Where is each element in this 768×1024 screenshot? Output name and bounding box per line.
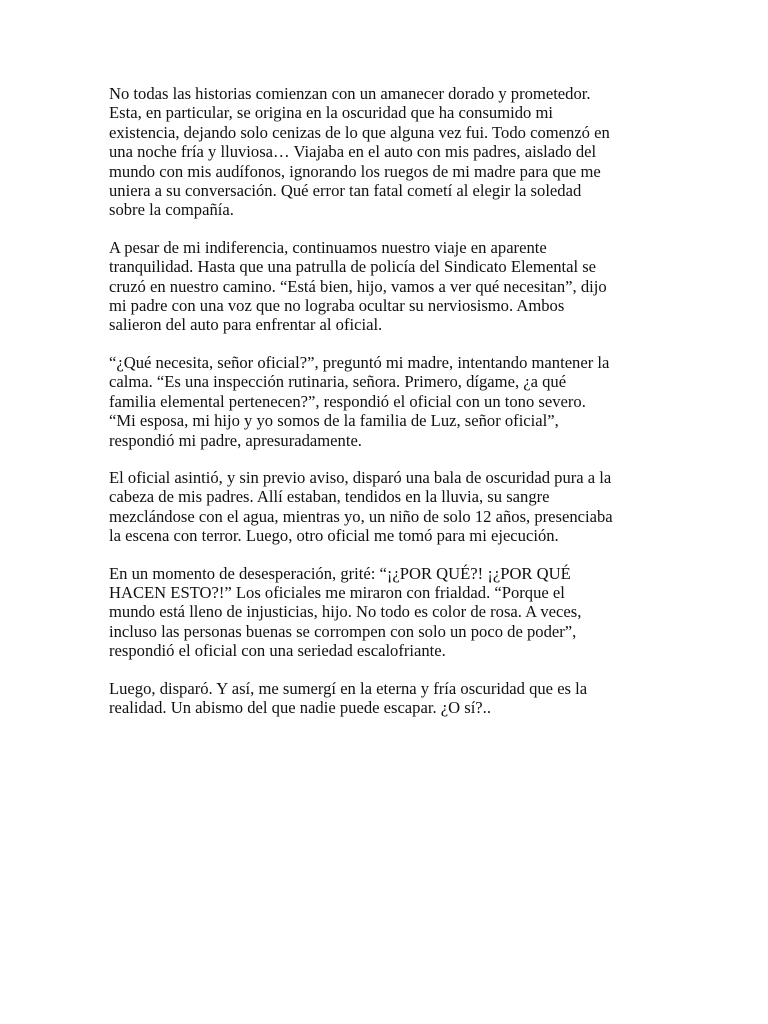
paragraph-6: Luego, disparó. Y así, me sumergí en la eterna y fría oscuridad que es la realidad. Un abismo del que nadie puede escapar. ¿O sí?.. (109, 678, 588, 717)
paragraph-4: El oficial asintió, y sin previo aviso, disparó una bala de oscuridad pura a la cabeza de mis padres. Allí estaban, tendidos en la lluvia, su sangre mezclándose con el agua, mientras yo, un niño de solo 12 años, presenciaba la escena con terror. Luego, otro oficial me tomó para mi ejecución. (109, 467, 613, 546)
paragraph-1: No todas las historias comienzan con un amanecer dorado y prometedor. Esta, en particular, se origina en la oscuridad que ha consumido mi existencia, dejando solo cenizas de lo que alguna vez fui. Todo comenzó en una noche fría y lluviosa… Viajaba en el auto con mis padres, aislado del mundo con mis audífonos, ignorando los ruegos de mi madre para que me uniera a su conversación. Qué error tan fatal cometí al elegir la soledad sobre la compañía. (109, 84, 610, 220)
paragraph-3: “¿Qué necesita, señor oficial?”, preguntó mi madre, intentando mantener la calma. “Es una inspección rutinaria, señora. Primero, dígame, ¿a qué familia elemental pertenecen?”, respondió el oficial con un tono severo. “Mi esposa, mi hijo y yo somos de la familia de Luz, señor oficial”, respondió mi padre, apresuradamente. (109, 352, 610, 450)
paragraph-5: En un momento de desesperación, grité: “¡¿POR QUÉ?! ¡¿POR QUÉ HACEN ESTO?!” Los oficiales me miraron con frialdad. “Porque el mundo está lleno de injusticias, hijo. No todo es color de rosa. A veces, incluso las personas buenas se corrompen con solo un poco de poder”, respondió el oficial con una seriedad escalofriante. (109, 563, 582, 661)
paragraph-2: A pesar de mi indiferencia, continuamos nuestro viaje en aparente tranquilidad. Hasta que una patrulla de policía del Sindicato Elemental se cruzó en nuestro camino. “Está bien, hijo, vamos a ver qué necesitan”, dijo mi padre con una voz que no lograba ocultar su nerviosismo. Ambos salieron del auto para enfrentar al oficial. (109, 237, 607, 335)
document-page (109, 84, 664, 735)
